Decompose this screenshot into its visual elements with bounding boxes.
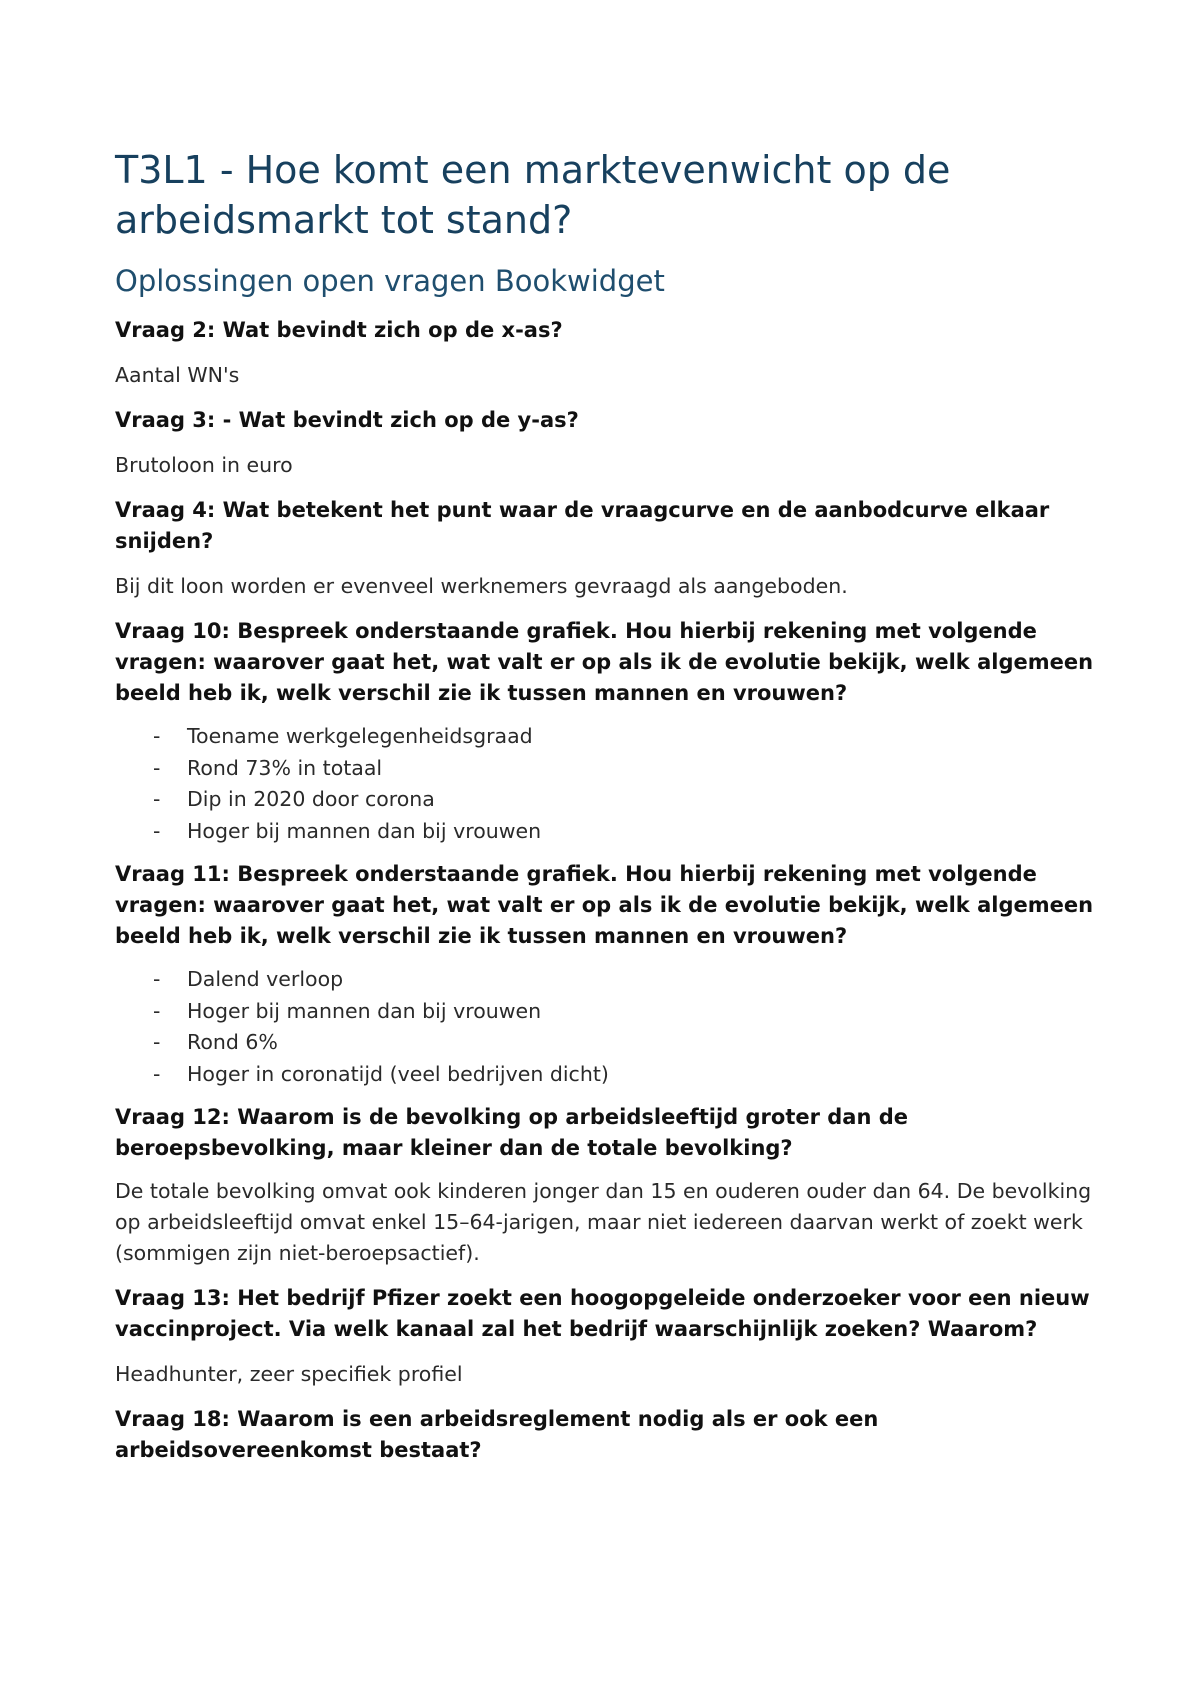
document-title: T3L1 - Hoe komt een marktevenwicht op de arbeidsmarkt tot stand? (115, 148, 951, 242)
bullet-dash: - (153, 1061, 161, 1086)
list-item (115, 784, 1115, 816)
question-10: Vraag 10: Bespreek onderstaande grafiek. Hou hierbij rekening met volgende vragen: waarover gaat het, wat valt er op als ik de evolutie bekijk, welk algemeen beeld heb ik, welk verschil zie ik tussen mannen en vrouwen? (115, 619, 1094, 705)
list-item-text: Hoger bij mannen dan bij vrouwen (187, 998, 542, 1023)
question-4: Vraag 4: Wat betekent het punt waar de vraagcurve en de aanbodcurve elkaar snijden? (115, 498, 1050, 553)
list-item (115, 816, 1115, 848)
list-item-text: Hoger bij mannen dan bij vrouwen (187, 818, 542, 843)
list-item-text: Dalend verloop (187, 967, 344, 991)
answer-3: Brutoloon in euro (115, 453, 293, 477)
question-18: Vraag 18: Waarom is een arbeidsreglement nodig als er ook een arbeidsovereenkomst bestaat? (115, 1407, 879, 1462)
list-item-text: Rond 73% in totaal (187, 755, 383, 780)
bullet-dash: - (153, 818, 161, 843)
bullet-dash: - (153, 724, 161, 748)
bullet-dash: - (153, 998, 161, 1023)
list-item-text: Hoger in coronatijd (veel bedrijven dicht) (187, 1061, 609, 1086)
answer-10-list (115, 721, 1115, 847)
question-2: Vraag 2: Wat bevindt zich op de x-as? (115, 318, 563, 342)
list-item (115, 964, 1115, 996)
answer-13: Headhunter, zeer specifiek profiel (115, 1362, 463, 1386)
document-page (115, 145, 1115, 1466)
list-item (115, 1027, 1115, 1059)
list-item-text: Dip in 2020 door corona (187, 787, 435, 811)
bullet-dash: - (153, 787, 161, 811)
question-11: Vraag 11: Bespreek onderstaande grafiek. Hou hierbij rekening met volgende vragen: waarover gaat het, wat valt er op als ik de evolutie bekijk, welk algemeen beeld heb ik, welk verschil zie ik tussen mannen en vrouwen? (115, 862, 1094, 948)
list-item (115, 721, 1115, 753)
list-item (115, 1059, 1115, 1091)
question-13: Vraag 13: Het bedrijf Pfizer zoekt een hoogopgeleide onderzoeker voor een nieuw vaccinproject. Via welk kanaal zal het bedrijf waarschijnlijk zoeken? Waarom? (115, 1286, 1090, 1341)
list-item-text: Rond 6% (187, 1030, 278, 1054)
question-12: Vraag 12: Waarom is de bevolking op arbeidsleeftijd groter dan de beroepsbevolking, maar kleiner dan de totale bevolking? (115, 1105, 909, 1160)
list-item (115, 996, 1115, 1028)
answer-2: Aantal WN's (115, 363, 240, 387)
document-subtitle: Oplossingen open vragen Bookwidget (115, 264, 665, 298)
bullet-dash: - (153, 967, 161, 991)
list-item-text: Toename werkgelegenheidsgraad (187, 724, 533, 748)
answer-4: Bij dit loon worden er evenveel werknemers gevraagd als aangeboden. (115, 574, 848, 598)
list-item (115, 753, 1115, 785)
answer-11-list (115, 964, 1115, 1090)
question-3: Vraag 3: - Wat bevindt zich op de y-as? (115, 408, 579, 432)
answer-12: De totale bevolking omvat ook kinderen jonger dan 15 en ouderen ouder dan 64. De bevolking op arbeidsleeftijd omvat enkel 15–64-jarigen, maar niet iedereen daarvan werkt of zoekt werk (sommigen zijn niet-beroepsactief). (115, 1179, 1092, 1265)
bullet-dash: - (153, 755, 161, 780)
bullet-dash: - (153, 1030, 161, 1054)
